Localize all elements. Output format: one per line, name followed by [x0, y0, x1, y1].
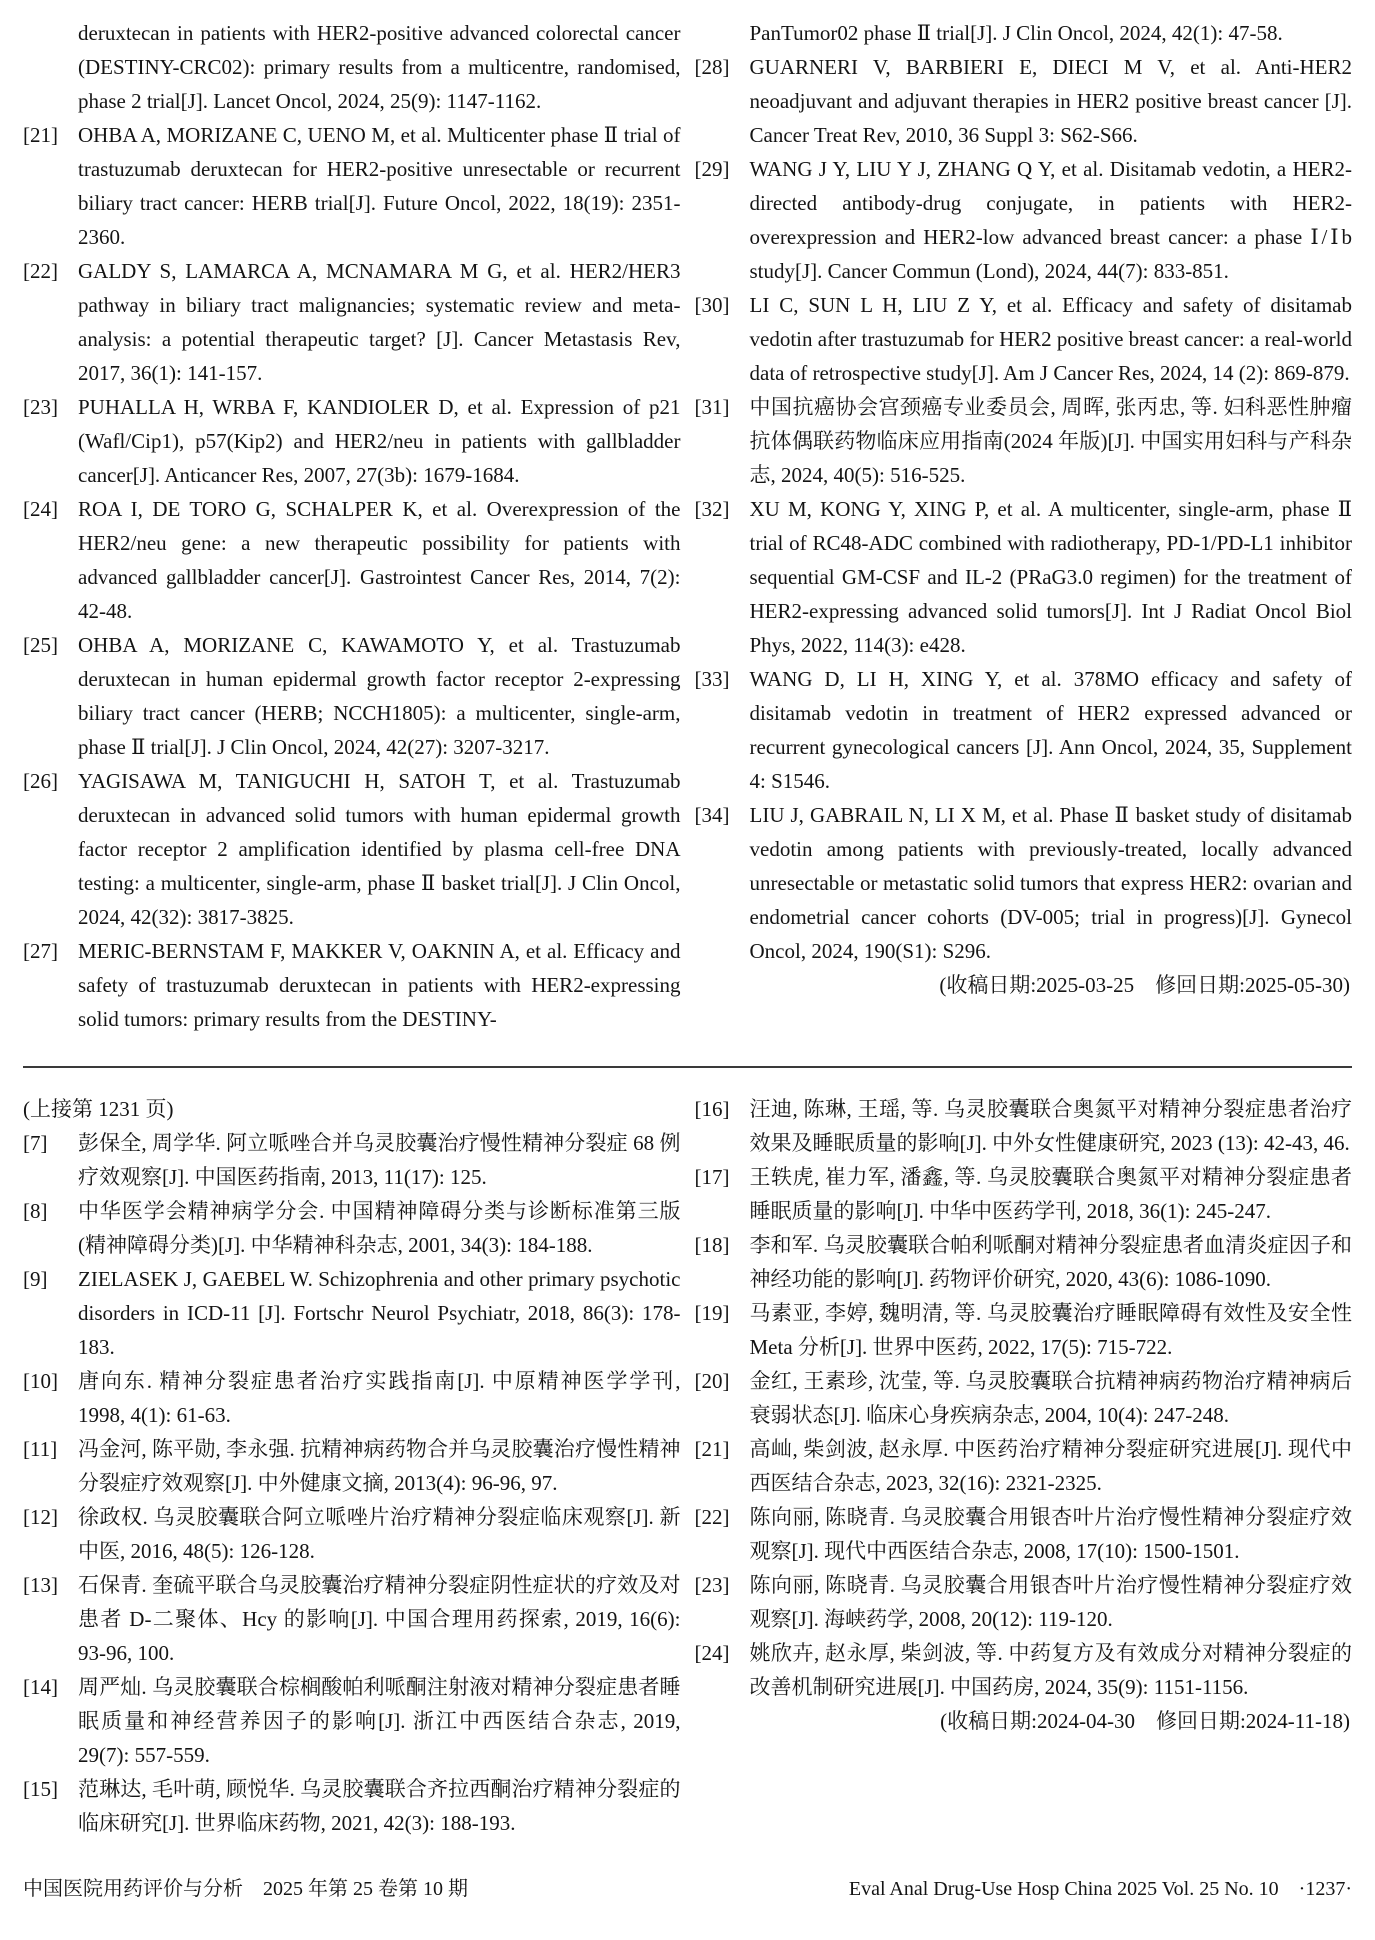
reference-text: ZIELASEK J, GAEBEL W. Schizophrenia and other primary psychotic disorders in ICD-11 [J]. Fortschr Neurol Psychiatr, 2018, 86(3): 178-183.	[78, 1267, 681, 1359]
reference-number: [33]	[694, 667, 730, 691]
reference-item	[23, 16, 681, 118]
bottom-left-column	[23, 1092, 681, 1858]
reference-item	[695, 288, 1353, 390]
reference-number: [23]	[23, 395, 58, 419]
reference-item	[23, 1670, 681, 1772]
reference-text: deruxtecan in patients with HER2-positive advanced colorectal cancer (DESTINY-CRC02): primary results from a multicentre, randomised, phase 2 trial[J]. Lancet Oncol, 2024, 25(9): 1147-1162.	[78, 21, 681, 113]
reference-list-top-left	[23, 16, 681, 1036]
reference-text: 陈向丽, 陈晓青. 乌灵胶囊合用银杏叶片治疗慢性精神分裂症疗效观察[J]. 现代中西医结合杂志, 2008, 17(10): 1500-1501.	[749, 1505, 1352, 1563]
reference-number: [9]	[23, 1267, 48, 1291]
reference-number: [11]	[23, 1437, 58, 1461]
reference-text: PUHALLA H, WRBA F, KANDIOLER D, et al. Expression of p21 (Wafl/Cip1), p57(Kip2) and HER2/neu in patients with gallbladder cancer[J]. Anticancer Res, 2007, 27(3b): 1679-1684.	[78, 395, 681, 487]
reference-item	[695, 1228, 1353, 1296]
reference-number: [17]	[694, 1165, 730, 1189]
reference-item	[23, 1772, 681, 1840]
reference-item	[695, 1364, 1353, 1432]
reference-item	[23, 1432, 681, 1500]
reference-text: XU M, KONG Y, XING P, et al. A multicenter, single-arm, phase Ⅱ trial of RC48-ADC combined with radiotherapy, PD-1/PD-L1 inhibitor sequential GM-CSF and IL-2 (PRaG3.0 regimen) for the treatment of HER2-expressing advanced solid tumors[J]. Int J Radiat Oncol Biol Phys, 2022, 114(3): e428.	[749, 497, 1352, 657]
reference-number: [21]	[23, 123, 58, 147]
reference-number: [26]	[23, 769, 58, 793]
reference-text: 周严灿. 乌灵胶囊联合棕榈酸帕利哌酮注射液对精神分裂症患者睡眠质量和神经营养因子的影响[J]. 浙江中西医结合杂志, 2019, 29(7): 557-559.	[78, 1675, 681, 1767]
received-revised-dates-bottom: (收稿日期:2024-04-30 修回日期:2024-11-18)	[940, 1709, 1350, 1733]
reference-text: 陈向丽, 陈晓青. 乌灵胶囊合用银杏叶片治疗慢性精神分裂症疗效观察[J]. 海峡药学, 2008, 20(12): 119-120.	[749, 1573, 1352, 1631]
reference-list-bottom-right	[695, 1092, 1353, 1704]
reference-text: LI C, SUN L H, LIU Z Y, et al. Efficacy and safety of disitamab vedotin after trastuzumab for HER2 positive breast cancer: a real-world data of retrospective study[J]. Am J Cancer Res, 2024, 14 (2): 869-879.	[749, 293, 1352, 385]
reference-item	[23, 1262, 681, 1364]
reference-item	[23, 1500, 681, 1568]
reference-item	[23, 1568, 681, 1670]
reference-text: 彭保全, 周学华. 阿立哌唑合并乌灵胶囊治疗慢性精神分裂症 68 例疗效观察[J]. 中国医药指南, 2013, 11(17): 125.	[78, 1131, 681, 1189]
reference-number: [34]	[694, 803, 730, 827]
reference-item	[23, 934, 681, 1036]
reference-number: [15]	[23, 1777, 58, 1801]
reference-list-top-right	[695, 16, 1353, 968]
reference-text: YAGISAWA M, TANIGUCHI H, SATOH T, et al. Trastuzumab deruxtecan in advanced solid tumors with human epidermal growth factor receptor 2 amplification identified by plasma cell-free DNA testing: a multicenter, single-arm, phase Ⅱ basket trial[J]. J Clin Oncol, 2024, 42(32): 3817-3825.	[78, 769, 681, 929]
reference-number: [22]	[23, 259, 58, 283]
reference-text: 汪迪, 陈琳, 王瑶, 等. 乌灵胶囊联合奥氮平对精神分裂症患者治疗效果及睡眠质量的影响[J]. 中外女性健康研究, 2023 (13): 42-43, 46.	[749, 1097, 1352, 1155]
reference-item	[695, 492, 1353, 662]
reference-text: 王轶虎, 崔力军, 潘鑫, 等. 乌灵胶囊联合奥氮平对精神分裂症患者睡眠质量的影响[J]. 中华中医药学刊, 2018, 36(1): 245-247.	[749, 1165, 1352, 1223]
reference-item	[695, 50, 1353, 152]
received-revised-dates-top: (收稿日期:2025-03-25 修回日期:2025-05-30)	[939, 973, 1350, 997]
reference-number: [20]	[694, 1369, 730, 1393]
reference-item	[23, 1194, 681, 1262]
reference-text: WANG D, LI H, XING Y, et al. 378MO efficacy and safety of disitamab vedotin in treatment of HER2 expressed advanced or recurrent gynecological cancers [J]. Ann Oncol, 2024, 35, Supplement 4: S1546.	[749, 667, 1352, 793]
section-divider-rule	[23, 1066, 1352, 1068]
reference-number: [18]	[694, 1233, 730, 1257]
reference-number: [29]	[694, 157, 730, 181]
reference-text: 高屾, 柴剑波, 赵永厚. 中医药治疗精神分裂症研究进展[J]. 现代中西医结合杂志, 2023, 32(16): 2321-2325.	[749, 1437, 1352, 1495]
reference-text: GUARNERI V, BARBIERI E, DIECI M V, et al. Anti-HER2 neoadjuvant and adjuvant therapies in HER2 positive breast cancer [J]. Cancer Treat Rev, 2010, 36 Suppl 3: S62-S66.	[749, 55, 1352, 147]
reference-item	[23, 628, 681, 764]
reference-item	[23, 492, 681, 628]
reference-text: 姚欣卉, 赵永厚, 柴剑波, 等. 中药复方及有效成分对精神分裂症的改善机制研究进展[J]. 中国药房, 2024, 35(9): 1151-1156.	[749, 1641, 1352, 1699]
reference-text: 唐向东. 精神分裂症患者治疗实践指南[J]. 中原精神医学学刊, 1998, 4(1): 61-63.	[78, 1369, 681, 1427]
reference-item	[695, 1160, 1353, 1228]
reference-number: [10]	[23, 1369, 58, 1393]
reference-number: [25]	[23, 633, 58, 657]
reference-number: [28]	[694, 55, 730, 79]
reference-text: LIU J, GABRAIL N, LI X M, et al. Phase Ⅱ basket study of disitamab vedotin among patients with previously-treated, locally advanced unresectable or metastatic solid tumors that express HER2: ovarian and endometrial cancer cohorts (DV-005; trial in progress)[J]. Gynecol Oncol, 2024, 190(S1): S296.	[749, 803, 1352, 963]
reference-item	[695, 1568, 1353, 1636]
reference-item	[695, 662, 1353, 798]
journal-title-cn: 中国医院用药评价与分析 2025 年第 25 卷第 10 期	[23, 1878, 468, 1900]
page-footer	[23, 1874, 1352, 1904]
reference-number: [8]	[23, 1199, 48, 1223]
references-section-bottom	[23, 1092, 1352, 1858]
reference-number: [23]	[694, 1573, 730, 1597]
reference-text: 金红, 王素珍, 沈莹, 等. 乌灵胶囊联合抗精神病药物治疗精神病后衰弱状态[J]. 临床心身疾病杂志, 2004, 10(4): 247-248.	[749, 1369, 1352, 1427]
bottom-right-column	[695, 1092, 1353, 1858]
reference-item	[23, 764, 681, 934]
reference-text: OHBA A, MORIZANE C, UENO M, et al. Multicenter phase Ⅱ trial of trastuzumab deruxtecan for HER2-positive unresectable or recurrent biliary tract cancer: HERB trial[J]. Future Oncol, 2022, 18(19): 2351-2360.	[78, 123, 681, 249]
reference-item	[23, 118, 681, 254]
reference-number: [21]	[694, 1437, 730, 1461]
references-section-top	[23, 16, 1352, 1056]
reference-text: 徐政权. 乌灵胶囊联合阿立哌唑片治疗精神分裂症临床观察[J]. 新中医, 2016, 48(5): 126-128.	[78, 1505, 681, 1563]
reference-number: [16]	[694, 1097, 730, 1121]
reference-number: [32]	[694, 497, 730, 521]
reference-number: [22]	[694, 1505, 730, 1529]
reference-item	[695, 1092, 1353, 1160]
reference-text: ROA I, DE TORO G, SCHALPER K, et al. Overexpression of the HER2/neu gene: a new therapeutic possibility for patients with advanced gallbladder cancer[J]. Gastrointest Cancer Res, 2014, 7(2): 42-48.	[78, 497, 681, 623]
reference-text: PanTumor02 phase Ⅱ trial[J]. J Clin Oncol, 2024, 42(1): 47-58.	[749, 21, 1283, 45]
reference-number: [31]	[694, 395, 730, 419]
reference-number: [14]	[23, 1675, 58, 1699]
reference-text: 范琳达, 毛叶萌, 顾悦华. 乌灵胶囊联合齐拉西酮治疗精神分裂症的临床研究[J]. 世界临床药物, 2021, 42(3): 188-193.	[78, 1777, 681, 1835]
reference-text: 李和军. 乌灵胶囊联合帕利哌酮对精神分裂症患者血清炎症因子和神经功能的影响[J]. 药物评价研究, 2020, 43(6): 1086-1090.	[749, 1233, 1352, 1291]
reference-item	[695, 16, 1353, 50]
reference-text: MERIC-BERNSTAM F, MAKKER V, OAKNIN A, et al. Efficacy and safety of trastuzumab deruxtecan in patients with HER2-expressing solid tumors: primary results from the DESTINY-	[78, 939, 681, 1031]
reference-text: OHBA A, MORIZANE C, KAWAMOTO Y, et al. Trastuzumab deruxtecan in human epidermal growth factor receptor 2-expressing biliary tract cancer (HERB; NCCH1805): a multicenter, single-arm, phase Ⅱ trial[J]. J Clin Oncol, 2024, 42(27): 3207-3217.	[78, 633, 681, 759]
reference-text: 中国抗癌协会宫颈癌专业委员会, 周晖, 张丙忠, 等. 妇科恶性肿瘤抗体偶联药物临床应用指南(2024 年版)[J]. 中国实用妇科与产科杂志, 2024, 40(5): 516-525.	[749, 395, 1352, 487]
reference-text: 中华医学会精神病学分会. 中国精神障碍分类与诊断标准第三版(精神障碍分类)[J]. 中华精神科杂志, 2001, 34(3): 184-188.	[78, 1199, 681, 1257]
reference-text: WANG J Y, LIU Y J, ZHANG Q Y, et al. Disitamab vedotin, a HER2-directed antibody-drug conjugate, in patients with HER2-overexpression and HER2-low advanced breast cancer: a phase Ⅰ/Ⅰb study[J]. Cancer Commun (Lond), 2024, 44(7): 833-851.	[749, 157, 1352, 283]
reference-number: [13]	[23, 1573, 58, 1597]
top-right-column	[695, 16, 1353, 1056]
reference-item	[695, 390, 1353, 492]
reference-item	[695, 798, 1353, 968]
reference-text: 石保青. 奎硫平联合乌灵胶囊治疗精神分裂症阴性症状的疗效及对患者 D-二聚体、Hcy 的影响[J]. 中国合理用药探索, 2019, 16(6): 93-96, 100.	[78, 1573, 681, 1665]
reference-item	[695, 1636, 1353, 1704]
reference-text: 冯金河, 陈平勋, 李永强. 抗精神病药物合并乌灵胶囊治疗慢性精神分裂症疗效观察[J]. 中外健康文摘, 2013(4): 96-96, 97.	[78, 1437, 681, 1495]
reference-number: [24]	[694, 1641, 730, 1665]
reference-number: [12]	[23, 1505, 58, 1529]
reference-number: [19]	[694, 1301, 730, 1325]
reference-item	[23, 390, 681, 492]
reference-number: [30]	[694, 293, 730, 317]
reference-item	[695, 152, 1353, 288]
reference-item	[695, 1432, 1353, 1500]
reference-number: [27]	[23, 939, 58, 963]
reference-item	[23, 254, 681, 390]
top-left-column	[23, 16, 681, 1056]
continued-from-page-note: (上接第 1231 页)	[23, 1097, 174, 1121]
reference-text: GALDY S, LAMARCA A, MCNAMARA M G, et al. HER2/HER3 pathway in biliary tract malignancies; systematic review and meta-analysis: a potential therapeutic target? [J]. Cancer Metastasis Rev, 2017, 36(1): 141-157.	[78, 259, 681, 385]
reference-number: [7]	[23, 1131, 48, 1155]
reference-item	[695, 1296, 1353, 1364]
reference-list-bottom-left	[23, 1126, 681, 1840]
journal-title-en-page-number: Eval Anal Drug-Use Hosp China 2025 Vol. 25 No. 10 ·1237·	[848, 1878, 1352, 1900]
reference-number: [24]	[23, 497, 58, 521]
reference-item	[695, 1500, 1353, 1568]
reference-item	[23, 1364, 681, 1432]
reference-text: 马素亚, 李婷, 魏明清, 等. 乌灵胶囊治疗睡眠障碍有效性及安全性 Meta 分析[J]. 世界中医药, 2022, 17(5): 715-722.	[749, 1301, 1352, 1359]
reference-item	[23, 1126, 681, 1194]
